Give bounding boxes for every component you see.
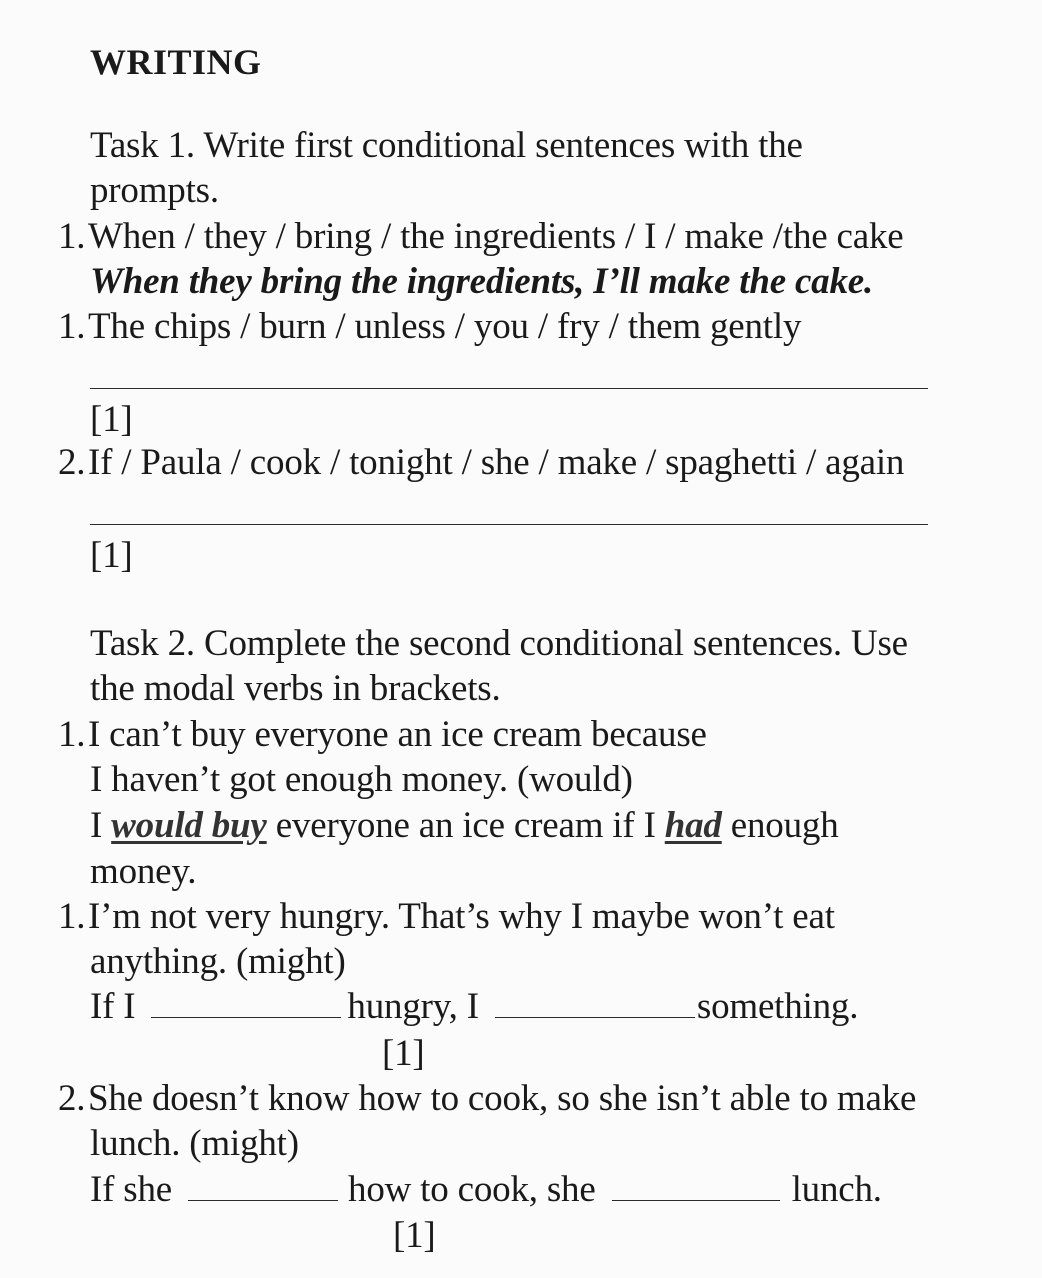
answer-line-task1-q2[interactable] — [90, 524, 928, 525]
example-answer-cont: money. — [90, 851, 197, 892]
answer-text: enough — [721, 805, 839, 846]
answer-line-task1-q1[interactable] — [90, 388, 928, 389]
blank-field[interactable] — [151, 987, 341, 1018]
mark-label: [1] — [90, 535, 133, 576]
fill-in-sentence — [90, 985, 858, 1029]
example-answer: When they bring the ingredients, I’ll make the cake. — [90, 261, 874, 302]
fill-text: If I — [90, 986, 136, 1027]
fill-text: something. — [696, 986, 859, 1027]
mark-label: [1] — [90, 399, 133, 440]
fill-text: lunch. — [791, 1169, 882, 1210]
fill-text: how to cook, she — [348, 1169, 596, 1210]
answer-text: everyone an ice cream if I — [266, 805, 665, 846]
task2-question-2 — [58, 1077, 916, 1121]
question-sentence: She doesn’t know how to cook, so she isn’t able to make — [88, 1078, 917, 1119]
fill-text: If she — [90, 1169, 173, 1210]
blank-field[interactable] — [188, 1170, 338, 1201]
mark-label: [1] — [382, 1033, 425, 1074]
task1-instruction: Task 1. Write first conditional sentences with the — [90, 125, 803, 166]
example-sentence-cont: I haven’t got enough money. (would) — [90, 759, 633, 800]
item-number: 1. — [58, 216, 86, 257]
task1-example-item — [58, 215, 904, 259]
fill-in-sentence — [90, 1168, 882, 1212]
task1-question-2 — [58, 441, 904, 485]
item-number: 1. — [58, 306, 86, 347]
question-prompt: If / Paula / cook / tonight / she / make / spaghetti / again — [88, 442, 905, 483]
answer-filled-verb: had — [664, 805, 722, 846]
blank-field[interactable] — [612, 1170, 780, 1201]
task2-example-item — [58, 713, 707, 757]
item-number: 1. — [58, 714, 86, 755]
task2-instruction: Task 2. Complete the second conditional sentences. Use — [90, 623, 908, 664]
answer-text: I — [90, 805, 112, 846]
mark-label: [1] — [393, 1215, 436, 1256]
item-number: 1. — [58, 896, 86, 937]
task2-instruction-cont: the modal verbs in brackets. — [90, 668, 501, 709]
task2-question-1 — [58, 895, 835, 939]
question-sentence-cont: anything. (might) — [90, 941, 346, 982]
question-sentence-cont: lunch. (might) — [90, 1123, 299, 1164]
fill-text: hungry, I — [347, 986, 479, 1027]
example-prompt: When / they / bring / the ingredients / I / make /the cake — [88, 216, 904, 257]
item-number: 2. — [58, 1078, 86, 1119]
section-heading: WRITING — [90, 42, 262, 82]
example-answer — [90, 804, 839, 848]
item-number: 2. — [58, 442, 86, 483]
blank-field[interactable] — [495, 987, 695, 1018]
task1-question-1 — [58, 305, 801, 349]
task1-instruction-cont: prompts. — [90, 170, 219, 211]
example-sentence: I can’t buy everyone an ice cream because — [88, 714, 707, 755]
question-prompt: The chips / burn / unless / you / fry / them gently — [88, 306, 802, 347]
answer-filled-verb: would buy — [111, 805, 267, 846]
question-sentence: I’m not very hungry. That’s why I maybe won’t eat — [88, 896, 835, 937]
